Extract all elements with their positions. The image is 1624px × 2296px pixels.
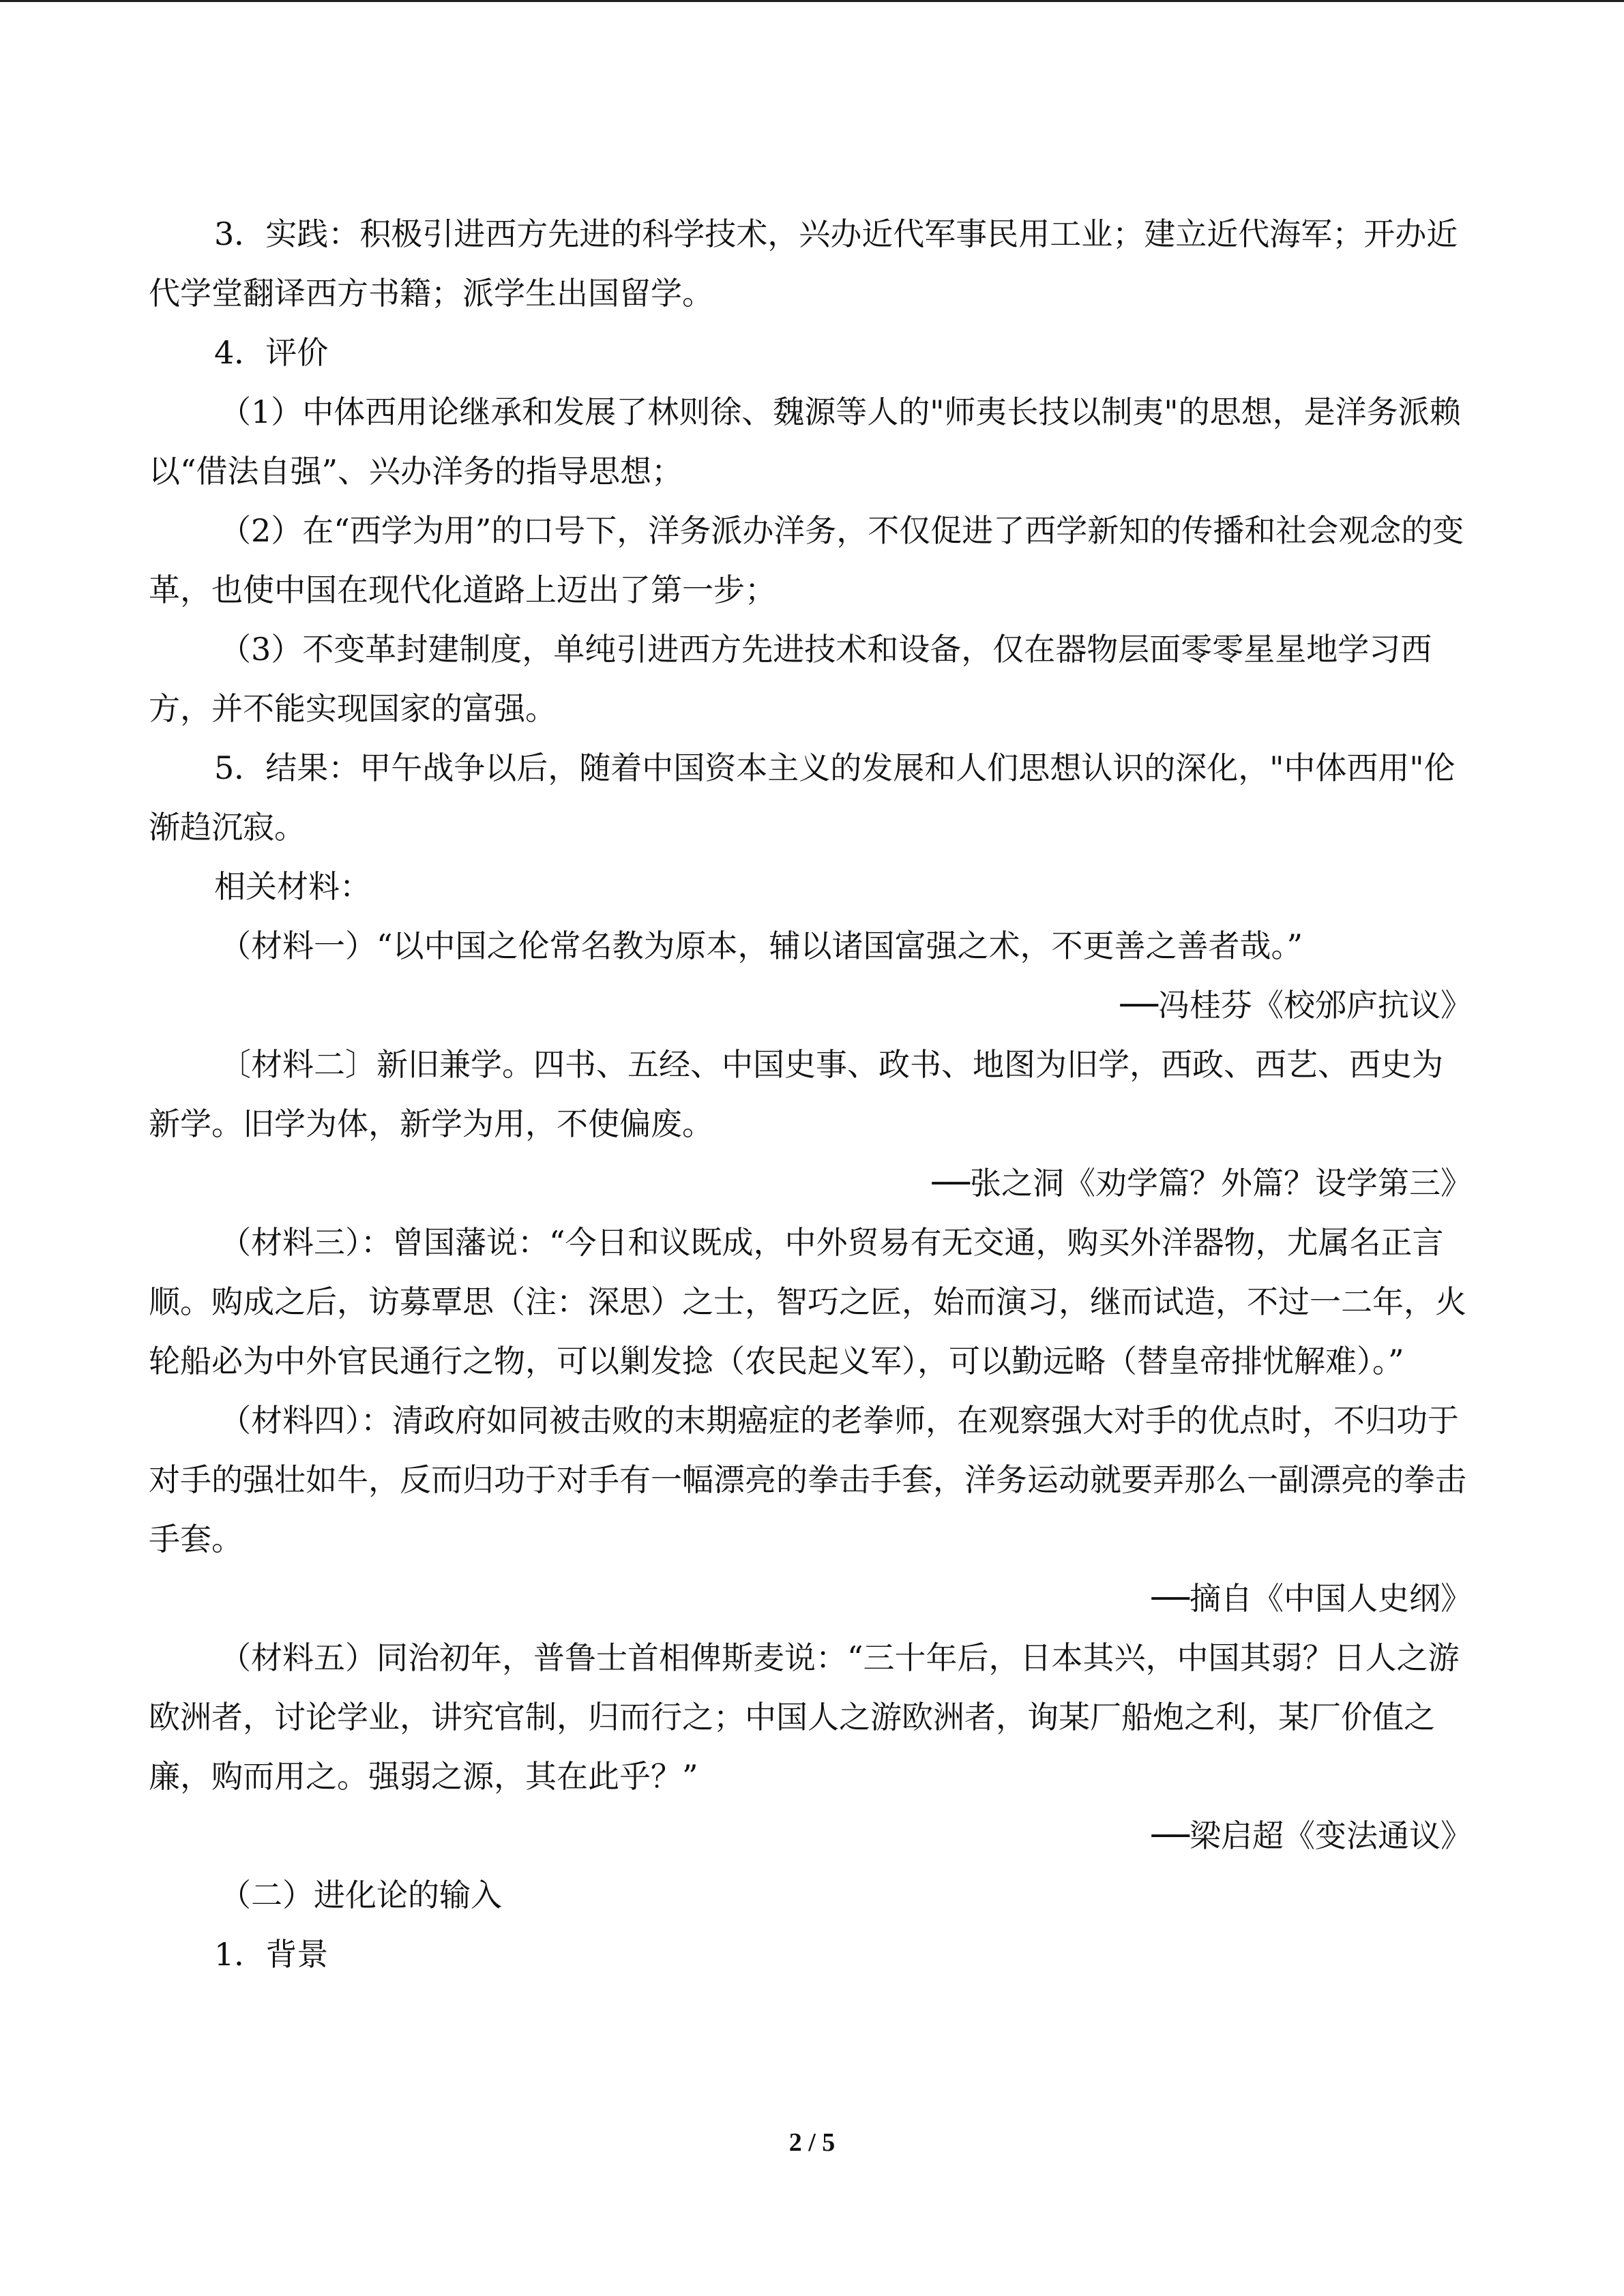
paragraph-evaluation-3: （3）不变革封建制度，单纯引进西方先进技术和设备，仅在器物层面零零星星地学习西方，并不能实现国家的富强。 [149,631,1432,727]
material-2: 〔材料二〕新旧兼学。四书、五经、中国史事、政书、地图为旧学，西政、西艺、西史为新学。旧学为体，新学为用，不使偏废。 [149,1046,1443,1142]
material-1-source: ──冯桂芬《校邠庐抗议》 [1120,987,1472,1024]
heading-related-materials: 相关材料： [214,868,371,905]
material-3: （材料三）：曾国藩说：“今日和议既成，中外贸易有无交通，购买外洋器物，尤属名正言顺。购成之后，访募覃思（注：深思）之士，智巧之匠，始而演习，继而试造，不过一二年，火轮船必为中外官民通行之物，可以剿发捻（农民起义军），可以勤远略（替皇帝排忧解难）。” [149,1224,1466,1380]
page-number: 2 / 5 [788,2128,836,2157]
section-heading-evolution: （二）进化论的输入 [220,1877,502,1913]
paragraph-evaluation-2: （2）在“西学为用”的口号下，洋务派办洋务，不仅促进了西学新知的传播和社会观念的变革，也使中国在现代化道路上迈出了第一步； [149,512,1464,608]
heading-evaluation: 4．评价 [214,334,329,371]
material-5: （材料五）同治初年，普鲁士首相俾斯麦说：“三十年后，日本其兴，中国其弱？日人之游欧洲者，讨论学业，讲究官制，归而行之；中国人之游欧洲者，询某厂船炮之利，某厂价值之廉，购而用之。强弱之源，其在此乎？” [149,1639,1460,1795]
material-1: （材料一）“以中国之伦常名教为原本，辅以诸国富强之术，不更善之善者哉。” [220,927,1303,964]
subheading-background: 1．背景 [214,1936,329,1973]
paragraph-evaluation-1: （1）中体西用论继承和发展了林则徐、魏源等人的"师夷长技以制夷"的思想，是洋务派赖以“借法自强”、兴办洋务的指导思想； [149,393,1461,490]
top-border-line [0,0,1624,2]
paragraph-result: 5．结果：甲午战争以后，随着中国资本主义的发展和人们思想认识的深化，"中体西用"伦渐趋沉寂。 [149,749,1456,846]
material-4: （材料四）：清政府如同被击败的末期癌症的老拳师，在观察强大对手的优点时，不归功于对手的强壮如牛，反而归功于对手有一幅漂亮的拳击手套，洋务运动就要弄那么一副漂亮的拳击手套。 [149,1402,1466,1557]
document-body [149,205,1472,1984]
paragraph-practice: 3．实践：积极引进西方先进的科学技术，兴办近代军事民用工业；建立近代海军；开办近代学堂翻译西方书籍；派学生出国留学。 [149,215,1458,312]
material-5-source: ──梁启超《变法通议》 [1151,1817,1472,1854]
material-4-source: ──摘自《中国人史纲》 [1151,1580,1472,1617]
material-2-source: ──张之洞《劝学篇？外篇？设学第三》 [932,1165,1472,1202]
